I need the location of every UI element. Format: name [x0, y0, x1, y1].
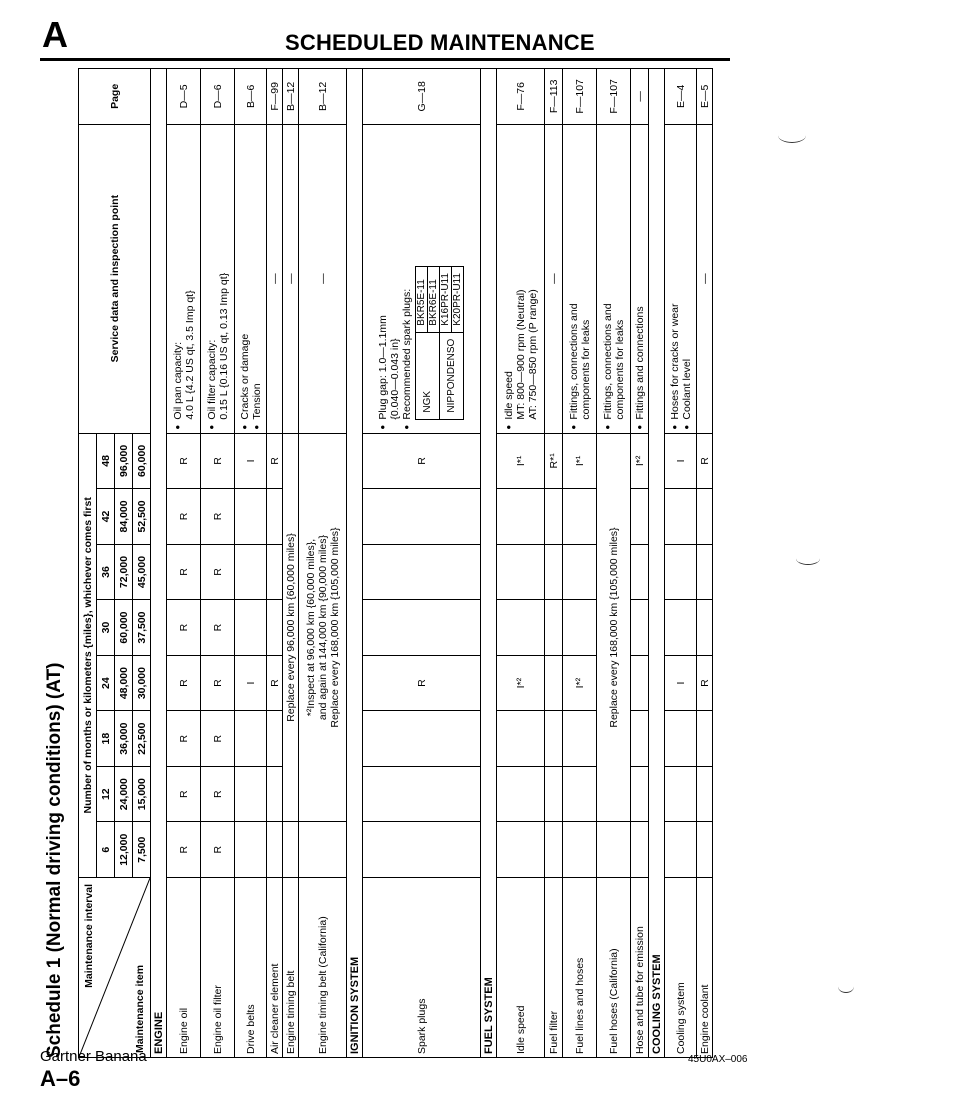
brand-ngk: NGK [416, 332, 440, 419]
mark-cell [497, 600, 545, 656]
miles-cell: 22,500 [133, 711, 151, 767]
mark-cell: I*¹ [563, 433, 597, 489]
mark-cell [631, 600, 649, 656]
footer-name: Gartner Banana [40, 1048, 147, 1065]
page-ref: G—18 [363, 69, 481, 125]
mark-cell [497, 766, 545, 822]
page-ref: F—113 [545, 69, 563, 125]
service-data: ● Idle speed MT: 800—900 rpm (Neutral) AT: 750—850 rpm (P range) [497, 124, 545, 433]
page-ref: B—12 [299, 69, 347, 125]
mark-cell [497, 711, 545, 767]
mark-cell [697, 489, 713, 545]
mark-cell [267, 822, 283, 878]
span-note: Replace every 168,000 km {105,000 miles} [597, 433, 631, 822]
footer-page-number: A–6 [40, 1066, 81, 1091]
brand-nippondenso: NIPPONDENSO [440, 332, 464, 419]
mark-cell [665, 544, 697, 600]
table-row [631, 69, 649, 1058]
mark-cell: R [167, 544, 201, 600]
mark-cell [563, 766, 597, 822]
header-rule [40, 58, 730, 61]
mark-cell [631, 711, 649, 767]
table-row [697, 69, 713, 1058]
page-ref: B—12 [283, 69, 299, 125]
service-data: ● Oil pan capacity: 4.0 L {4.2 US qt, 3.5 Imp qt} [167, 124, 201, 433]
maintenance-item-label: Maintenance item [133, 964, 146, 1053]
mark-cell: R [363, 433, 481, 489]
span-line-1: *²Inspect at 96,000 km {60,000 miles}, [304, 538, 317, 717]
mark-cell [363, 711, 481, 767]
mark-cell: R [363, 655, 481, 711]
item-name: Cooling system [665, 878, 697, 1058]
mark-cell: R [201, 544, 235, 600]
service-data: ● Hoses for cracks or wear ● Coolant level [665, 124, 697, 433]
mark-cell [545, 489, 563, 545]
section-cooling [649, 69, 665, 1058]
service-data: — [545, 124, 563, 433]
mark-cell: R [201, 822, 235, 878]
page-ref: F—107 [563, 69, 597, 125]
span-note: Replace every 96,000 km {60,000 miles} [283, 433, 299, 822]
km-cell: 36,000 [115, 711, 133, 767]
table-row [167, 69, 201, 1058]
month-cell: 30 [97, 600, 115, 656]
service-data: ● Fittings and connections [631, 124, 649, 433]
section-letter: A [42, 14, 68, 55]
mark-cell [665, 600, 697, 656]
page-header: Page [79, 69, 151, 125]
mark-cell [563, 822, 597, 878]
km-cell: 96,000 [115, 433, 133, 489]
miles-cell: 52,500 [133, 489, 151, 545]
miles-cell: 30,000 [133, 655, 151, 711]
item-name: Air cleaner element [267, 878, 283, 1058]
month-cell: 18 [97, 711, 115, 767]
mark-cell: R [201, 600, 235, 656]
miles-cell: 60,000 [133, 433, 151, 489]
mark-cell [545, 600, 563, 656]
spark-plug-table [415, 266, 464, 420]
header-diagonal-cell [79, 878, 151, 1058]
mark-cell: I*² [563, 655, 597, 711]
mark-cell [497, 544, 545, 600]
item-name: Engine oil [167, 878, 201, 1058]
scan-mark [838, 980, 854, 993]
mark-cell: R [167, 433, 201, 489]
mark-cell [363, 489, 481, 545]
table-row [597, 69, 631, 1058]
mark-cell [363, 766, 481, 822]
item-name: Fuel hoses (California) [597, 878, 631, 1058]
item-name: Hose and tube for emission [631, 878, 649, 1058]
mark-cell [665, 711, 697, 767]
service-data: — [267, 124, 283, 433]
table-row [267, 69, 283, 1058]
rotated-content [40, 68, 730, 1058]
interval-span-title: Number of months or kilometers {miles}, whichever comes first [79, 433, 97, 877]
mark-cell [545, 711, 563, 767]
page-ref: D—5 [167, 69, 201, 125]
mark-cell: R [697, 655, 713, 711]
mark-cell [697, 822, 713, 878]
mark-cell [545, 544, 563, 600]
mark-cell: R [201, 655, 235, 711]
mark-cell: I [665, 655, 697, 711]
service-data: ● Oil filter capacity: 0.15 L {0.16 US qt, 0.13 Imp qt} [201, 124, 235, 433]
mark-cell [665, 766, 697, 822]
mark-cell [697, 711, 713, 767]
table-row [201, 69, 235, 1058]
table-row [545, 69, 563, 1058]
service-data: — [697, 124, 713, 433]
section-engine [151, 69, 167, 1058]
mark-cell [545, 822, 563, 878]
month-cell: 24 [97, 655, 115, 711]
page-ref: B—6 [235, 69, 267, 125]
page-ref: F—76 [497, 69, 545, 125]
mark-cell [697, 766, 713, 822]
table-row [497, 69, 545, 1058]
table-row [665, 69, 697, 1058]
service-data: ● Cracks or damage ● Tension [235, 124, 267, 433]
mark-cell: R [201, 766, 235, 822]
mark-cell [665, 489, 697, 545]
mark-cell: R [167, 600, 201, 656]
mark-cell [497, 822, 545, 878]
miles-cell: 7,500 [133, 822, 151, 878]
page-ref: D—6 [201, 69, 235, 125]
mark-cell [267, 766, 283, 822]
miles-cell: 45,000 [133, 544, 151, 600]
plug-part: K20PR-U11 [452, 267, 464, 333]
mark-cell [563, 489, 597, 545]
item-name: Engine coolant [697, 878, 713, 1058]
miles-cell: 15,000 [133, 766, 151, 822]
table-row [299, 69, 347, 1058]
schedule-title: Schedule 1 (Normal driving conditions) (AT) [44, 662, 65, 1058]
mark-cell: R [201, 711, 235, 767]
service-header: Service data and inspection point [79, 124, 151, 433]
month-cell: 48 [97, 433, 115, 489]
mark-cell: R [167, 711, 201, 767]
mark-cell [235, 544, 267, 600]
mark-cell [631, 489, 649, 545]
mark-cell [283, 822, 299, 878]
maintenance-interval-label: Maintenance interval [83, 884, 95, 988]
item-name: Idle speed [497, 878, 545, 1058]
mark-cell: R [267, 433, 283, 489]
page-ref: F—107 [597, 69, 631, 125]
scan-mark [796, 552, 820, 565]
mark-cell: R [167, 822, 201, 878]
table-row [283, 69, 299, 1058]
item-name: Drive belts [235, 878, 267, 1058]
mark-cell [665, 822, 697, 878]
mark-cell: R [201, 433, 235, 489]
service-data: ● Plug gap: 1.0—1.1mm {0.040—0.043 in} ● Recommended spark plugs: NGK BKR5E-11 BKR6E-11 NIPPONDENSO K16PR-U11 K20PR-U11 [363, 124, 481, 433]
mark-cell [631, 766, 649, 822]
km-cell: 12,000 [115, 822, 133, 878]
section-label: FUEL SYSTEM [481, 69, 497, 1058]
page-header-title: SCHEDULED MAINTENANCE [285, 30, 595, 55]
item-name: Fuel filter [545, 878, 563, 1058]
mark-cell: R [201, 489, 235, 545]
item-name: Engine oil filter [201, 878, 235, 1058]
mark-cell [631, 544, 649, 600]
section-label: ENGINE [151, 69, 167, 1058]
item-name: Engine timing belt (California) [299, 878, 347, 1058]
page-ref: E—4 [665, 69, 697, 125]
mark-cell [235, 766, 267, 822]
page-ref: F—99 [267, 69, 283, 125]
section-label: IGNITION SYSTEM [347, 69, 363, 1058]
miles-cell: 37,500 [133, 600, 151, 656]
section-ignition [347, 69, 363, 1058]
mark-cell [631, 822, 649, 878]
mark-cell [363, 822, 481, 878]
plug-part: K16PR-U11 [440, 267, 452, 333]
service-data: — [299, 124, 347, 433]
mark-cell [363, 544, 481, 600]
table-row [363, 69, 481, 1058]
page-ref: — [631, 69, 649, 125]
month-cell: 6 [97, 822, 115, 878]
mark-cell [697, 600, 713, 656]
maintenance-table [78, 68, 713, 1058]
mark-cell: R*¹ [545, 433, 563, 489]
mark-cell [299, 822, 347, 878]
mark-cell: R [167, 489, 201, 545]
mark-cell [597, 822, 631, 878]
km-cell: 72,000 [115, 544, 133, 600]
mark-cell [545, 766, 563, 822]
mark-cell [235, 600, 267, 656]
mark-cell: I*¹ [497, 433, 545, 489]
section-fuel [481, 69, 497, 1058]
month-cell: 12 [97, 766, 115, 822]
plug-part: BKR6E-11 [428, 267, 440, 333]
mark-cell [267, 544, 283, 600]
span-line-2: and again at 144,000 km {90,000 miles} [316, 535, 329, 721]
mark-cell: R [267, 655, 283, 711]
mark-cell [563, 711, 597, 767]
item-name: Engine timing belt [283, 878, 299, 1058]
mark-cell: I [665, 433, 697, 489]
mark-cell: R [167, 766, 201, 822]
span-note [299, 433, 347, 822]
table-row [563, 69, 597, 1058]
mark-cell [363, 600, 481, 656]
service-data: ● Fittings, connections and components for leaks [563, 124, 597, 433]
mark-cell [267, 600, 283, 656]
mark-cell: I [235, 433, 267, 489]
mark-cell [267, 711, 283, 767]
mark-cell: I [235, 655, 267, 711]
mark-cell: I*² [497, 655, 545, 711]
rotated-page [40, 68, 730, 1058]
footer-figure-code: 45U0AX–006 [688, 1054, 748, 1065]
span-line-3: Replace every 168,000 km {105,000 miles} [328, 527, 341, 728]
mark-cell [563, 600, 597, 656]
mark-cell [235, 711, 267, 767]
mark-cell: R [697, 433, 713, 489]
page-ref: E—5 [697, 69, 713, 125]
mark-cell [563, 544, 597, 600]
mark-cell [631, 655, 649, 711]
item-name: Spark plugs [363, 878, 481, 1058]
km-cell: 84,000 [115, 489, 133, 545]
section-label: COOLING SYSTEM [649, 69, 665, 1058]
mark-cell [267, 489, 283, 545]
plug-part: BKR5E-11 [416, 267, 428, 333]
km-cell: 48,000 [115, 655, 133, 711]
km-cell: 60,000 [115, 600, 133, 656]
mark-cell: R [167, 655, 201, 711]
km-cell: 24,000 [115, 766, 133, 822]
month-cell: 36 [97, 544, 115, 600]
service-data: — [283, 124, 299, 433]
table-row [235, 69, 267, 1058]
mark-cell [697, 544, 713, 600]
mark-cell [497, 489, 545, 545]
mark-cell [545, 655, 563, 711]
mark-cell [235, 489, 267, 545]
mark-cell [235, 822, 267, 878]
mark-cell: I*² [631, 433, 649, 489]
month-cell: 42 [97, 489, 115, 545]
item-name: Fuel lines and hoses [563, 878, 597, 1058]
scan-mark [778, 128, 806, 143]
service-data: ● Fittings, connections and components for leaks [597, 124, 631, 433]
